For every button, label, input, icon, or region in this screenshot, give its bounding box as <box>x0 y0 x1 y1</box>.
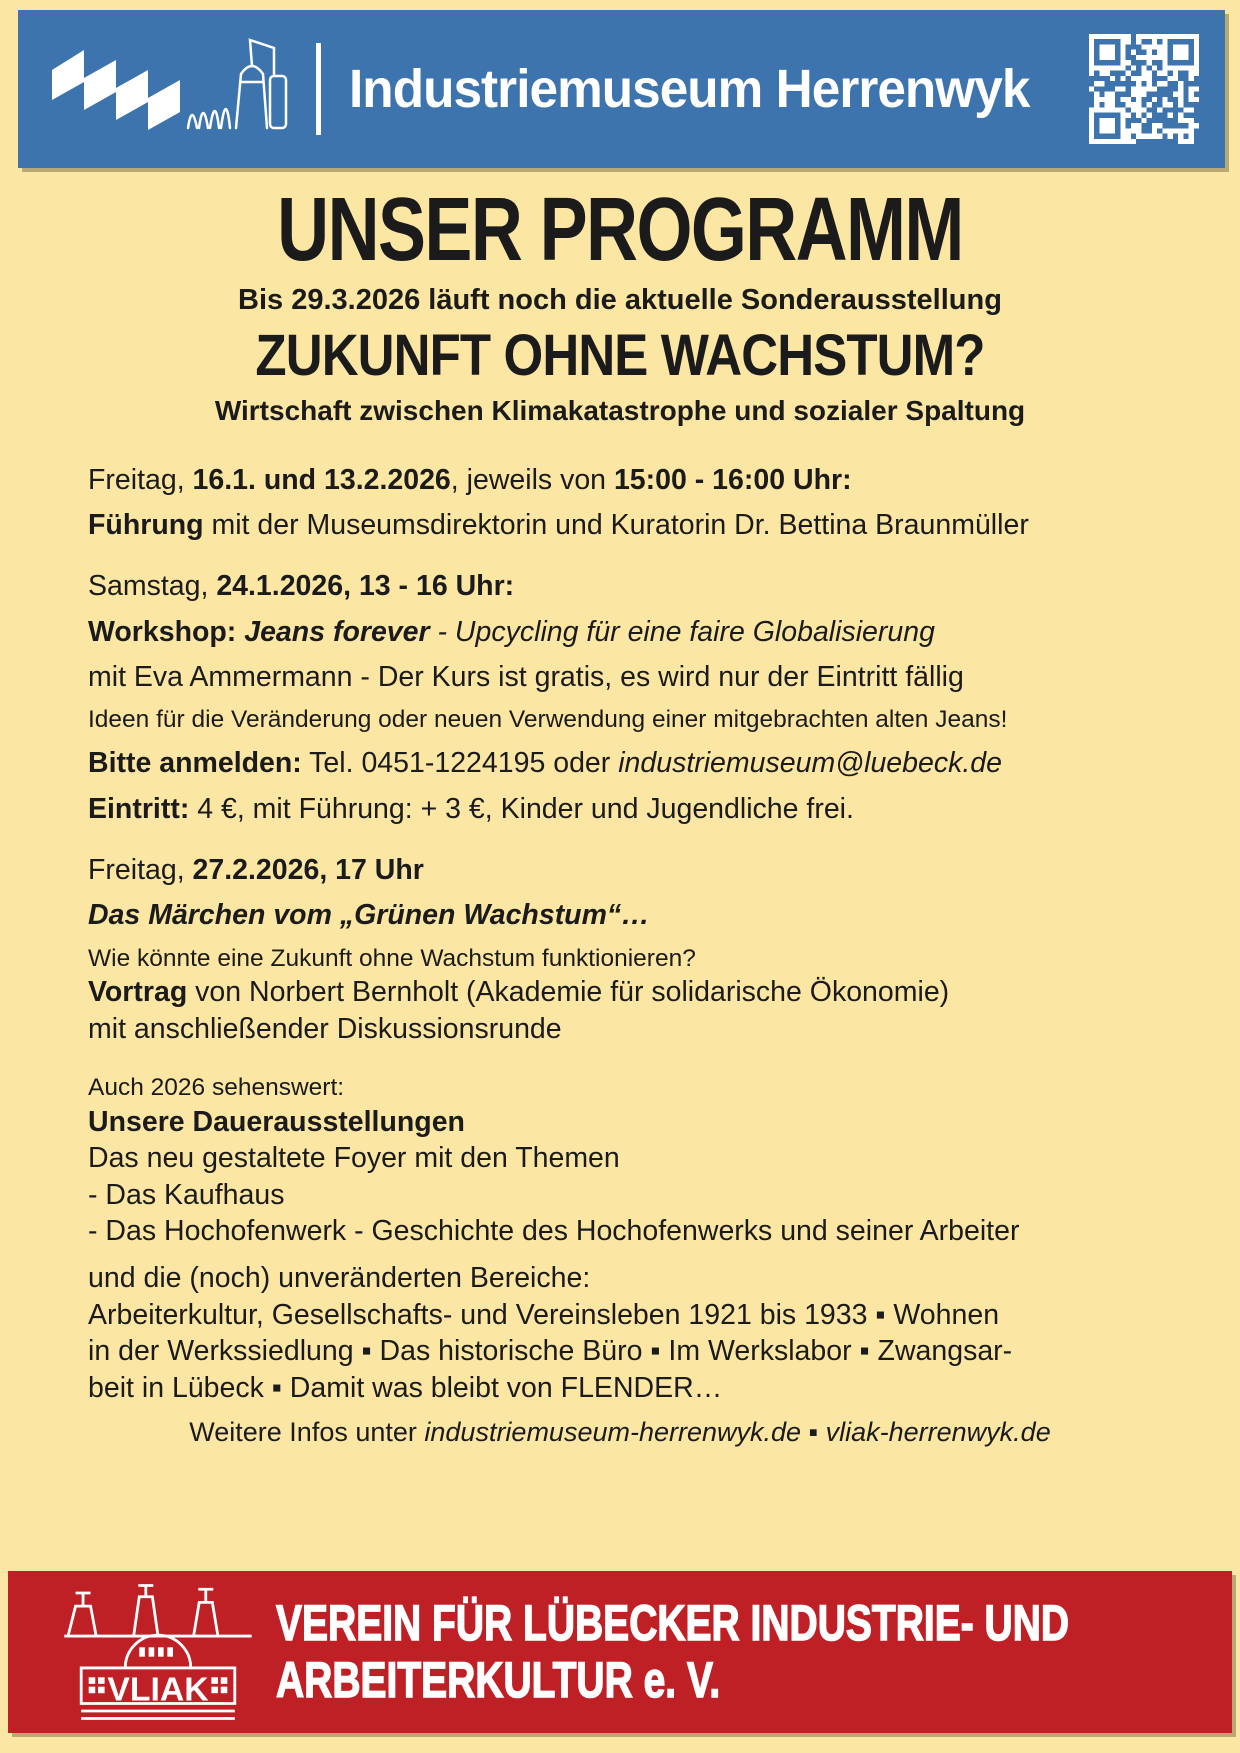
event-guided-tour <box>88 465 1152 542</box>
tour-label: Führung <box>88 508 204 541</box>
lecture-title-line <box>88 900 1152 931</box>
permanent-item-hochofenwerk: - Das Hochofenwerk - Geschichte des Hochofenwerks und seiner Arbeiter <box>88 1215 1020 1248</box>
exhibition-subtitle: Wirtschaft zwischen Klimakatastrophe und sozialer Spaltung <box>214 394 1026 426</box>
workshop-label: Workshop: <box>88 615 245 648</box>
header-bar <box>18 10 1225 168</box>
org-name <box>276 1595 1069 1709</box>
event-lecture <box>88 855 1152 1045</box>
workshop-datetime: 24.1.2026, 13 - 16 Uhr: <box>216 570 515 603</box>
vliak-logo-text: VLIAK <box>107 1670 209 1709</box>
museum-name: Industriemuseum Herrenwyk <box>349 59 1030 119</box>
workshop-day: Samstag, <box>88 570 217 603</box>
info-site-1: industriemuseum-herrenwyk.de <box>424 1416 802 1447</box>
tour-desc: mit der Museumsdirektorin und Kuratorin Dr. Bettina Braunmüller <box>203 508 1029 541</box>
info-site-2: vliak-herrenwyk.de <box>825 1416 1051 1447</box>
info-separator: ▪ <box>801 1416 826 1447</box>
workshop-subtitle: - Upcycling für eine faire Globalisierung <box>429 615 935 648</box>
lecture-title: Das Märchen vom „Grünen Wachstum“… <box>88 899 650 932</box>
org-name-line-2: ARBEITERKULTUR e. V. <box>276 1652 721 1708</box>
luebecker-museen-logo-icon <box>46 32 296 146</box>
lecture-datetime: 27.2.2026, 17 Uhr <box>192 853 424 886</box>
register-phone: Tel. 0451-1224195 oder <box>301 747 619 780</box>
lecture-question-line: Wie könnte eine Zukunft ohne Wachstum funktionieren? <box>88 944 696 972</box>
workshop-idea-line: Ideen für die Veränderung oder neuen Verwendung einer mitgebrachten alten Jeans! <box>88 706 1008 734</box>
permanent-heading-text: Unsere Dauerausstellungen <box>88 1106 465 1139</box>
workshop-instructor-line: mit Eva Ammermann - Der Kurs ist gratis, es wird nur der Eintritt fällig <box>88 660 964 693</box>
workshop-title: Jeans forever <box>244 615 430 648</box>
header-qr-code-icon <box>1089 34 1199 144</box>
unchanged-line-1: Arbeiterkultur, Gesellschafts- und Vereinsleben 1921 bis 1933 ▪ Wohnen <box>88 1298 1000 1331</box>
lecture-speaker-line <box>88 977 1152 1008</box>
register-email: industriemuseum@luebeck.de <box>618 747 1002 780</box>
tour-desc-line <box>88 510 1152 541</box>
info-prefix: Weitere Infos unter <box>189 1416 425 1447</box>
org-name-line-1: VEREIN FÜR LÜBECKER INDUSTRIE- UND <box>276 1595 1070 1651</box>
exhibition-note: Bis 29.3.2026 läuft noch die aktuelle Sonderausstellung <box>238 283 1002 316</box>
workshop-register-line <box>88 748 1152 779</box>
lecture-extra-line: mit anschließender Diskussionsrunde <box>88 1012 562 1045</box>
tour-dates: 16.1. und 13.2.2026 <box>192 463 451 496</box>
program-content <box>0 168 1240 1571</box>
lecture-speaker: von Norbert Bernholt (Akademie für solidarische Ökonomie) <box>187 976 950 1009</box>
footer-bar <box>8 1571 1232 1733</box>
lecture-when-line <box>88 855 1152 886</box>
lecture-label: Vortrag <box>88 976 188 1009</box>
permanent-item-kaufhaus: - Das Kaufhaus <box>88 1178 285 1211</box>
program-title: UNSER PROGRAMM <box>277 180 963 280</box>
tour-when-line <box>88 465 1152 496</box>
workshop-when-line <box>88 571 1152 602</box>
header-divider <box>316 43 321 135</box>
permanent-intro: Auch 2026 sehenswert: <box>88 1074 345 1102</box>
event-workshop <box>88 571 1152 825</box>
exhibition-title: ZUKUNFT OHNE WACHSTUM? <box>255 322 985 388</box>
unchanged-intro-line: und die (noch) unveränderten Bereiche: <box>88 1262 591 1295</box>
permanent-heading <box>88 1107 1152 1138</box>
tour-mid: , jeweils von <box>450 463 614 496</box>
lecture-day: Freitag, <box>88 853 193 886</box>
admission-info: 4 €, mit Führung: + 3 €, Kinder und Jugendliche frei. <box>189 792 854 825</box>
tour-time: 15:00 - 16:00 Uhr: <box>613 463 852 496</box>
unchanged-line-3: beit in Lübeck ▪ Damit was bleibt von FLENDER… <box>88 1371 723 1404</box>
workshop-title-line <box>88 617 1152 648</box>
vliak-logo-icon <box>54 1578 262 1726</box>
unchanged-line-2: in der Werkssiedlung ▪ Das historische Büro ▪ Im Werkslabor ▪ Zwangsar- <box>88 1335 1013 1368</box>
register-label: Bitte anmelden: <box>88 747 302 780</box>
more-info-line <box>88 1418 1152 1448</box>
permanent-foyer-line: Das neu gestaltete Foyer mit den Themen <box>88 1142 620 1175</box>
permanent-exhibitions <box>88 1075 1152 1404</box>
workshop-admission-line <box>88 794 1152 825</box>
admission-label: Eintritt: <box>88 792 190 825</box>
tour-day: Freitag, <box>88 463 193 496</box>
